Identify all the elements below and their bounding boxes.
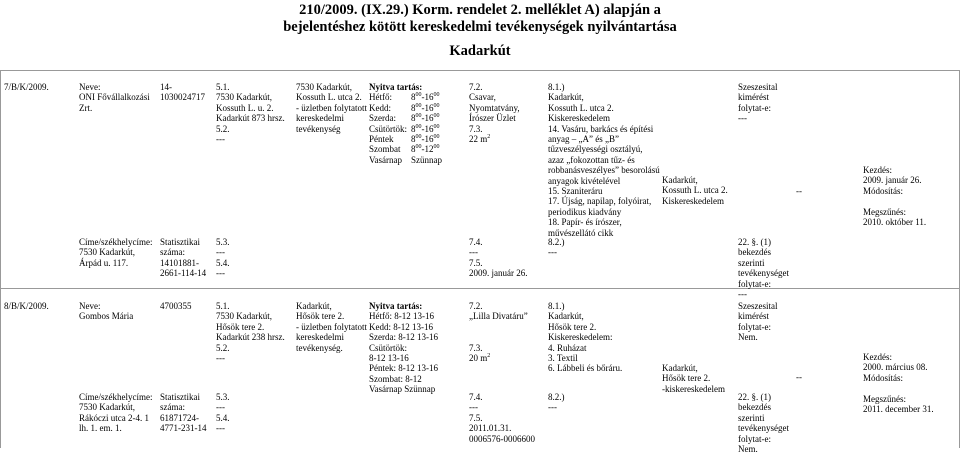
sub-shop-block: 7.4. --- 7.5. 2011.01.31. 0006576-0006600 <box>469 392 535 444</box>
address-block: Kadarkút, Hősök tere 2. - üzletben folytatott kereskedelmi tevékenység. <box>296 301 367 353</box>
seat-address: Címe/székhelycíme: 7530 Kadarkút, Árpád u. 117. <box>79 237 153 268</box>
sub-unit-block: 5.3. --- 5.4. --- <box>216 392 230 434</box>
dash-placeholder: -- <box>796 186 802 196</box>
record-id: 7/B/K/2009. <box>4 82 49 92</box>
opening-hours: Nyitva tartás: Hétfő: 8-12 13-16 Kedd: 8-12 13-16 Szerda: 8-12 13-16 Csütörtök: 8-12 13-16 Péntek: 8-12 13-16 Szombat: 8-12 Vasárnap Szünnap <box>369 301 438 395</box>
title-line-2: bejelentéshez kötött kereskedelmi tevékenységek nyilvántartása <box>283 19 677 35</box>
sub-shop-block: 7.4. --- 7.5. 2009. január 26. <box>469 237 528 279</box>
row-divider <box>0 288 960 289</box>
sub-goods-block: 8.2.) --- <box>548 237 565 258</box>
sub-seasonal-block: 22. §. (1) bekezdés szerinti tevékenységet folytat-e: Nem. <box>738 392 789 454</box>
owner-block: Neve: Gombos Mária <box>79 301 134 322</box>
unit-block: 5.1. 7530 Kadarkút, Hősök tere 2. Kadarkút 238 hrsz. 5.2. --- <box>216 301 285 364</box>
shop-block: 7.2. Csavar, Nyomtatvány, Írószer Üzlet 7.3. 22 $m^2$ <box>469 82 520 145</box>
sub-goods-block: 8.2.) --- <box>548 392 565 413</box>
registration-number: 14- 1030024717 <box>160 82 205 103</box>
registration-number: 4700355 <box>160 301 192 311</box>
opening-hours: Nyitva tartás: Hétfő: Kedd: Szerda: Csütörtök: Péntek Szombat Vasárnap $8^{00}-16^{00}$ $8^{00}-16^{00}$ $8^{00}-16^{00}$ $8^{00}-16^{00}$ $8^{00}-16^{00}$ $8^{00}-12^{00}$ Szünnap <box>369 82 442 165</box>
dates-block: Kezdés: 2000. március 08. Módosítás: Megszűnés: 2011. december 31. <box>863 352 934 415</box>
table-top-border <box>0 70 960 71</box>
table-left-border <box>0 70 1 448</box>
statistical-number: Statisztikai száma: 61871724- 4771-231-14 <box>160 392 207 434</box>
seasonal-block: Szeszesital kimérést folytat-e: --- <box>738 82 778 124</box>
title-line-1: 210/2009. (IX.29.) Korm. rendelet 2. melléklet A) alapján a <box>299 2 661 18</box>
dash-placeholder: -- <box>796 372 802 382</box>
statistical-number: Statisztikai száma: 14101881- 2661-114-14 <box>160 237 207 279</box>
goods-list: 8.1.) Kadarkút, Hősök tere 2. Kiskereskedelem: 4. Ruházat 3. Textil 6. Lábbeli és bőráru. <box>548 301 623 374</box>
dates-block: Kezdés: 2009. január 26. Módosítás: Megszűnés: 2010. október 11. <box>863 165 927 228</box>
seasonal-block: Szeszesital kimérést folytat-e: Nem. <box>738 301 778 343</box>
shop-block: 7.2. „Lilla Divatáru” 7.3. 20 $m^2$ <box>469 301 528 363</box>
address-block: 7530 Kadarkút, Kossuth L. utca 2. - üzletben folytatott kereskedelmi tevékenység <box>296 82 367 134</box>
location-block: Kadarkút, Kossuth L. utca 2. Kiskereskedelem <box>662 175 728 206</box>
city-heading: Kadarkút <box>449 43 511 59</box>
sub-unit-block: 5.3. --- 5.4. --- <box>216 237 230 279</box>
record-id: 8/B/K/2009. <box>4 301 49 311</box>
unit-block: 5.1. 7530 Kadarkút, Kossuth L. u. 2. Kadarkút 873 hrsz. 5.2. --- <box>216 82 285 145</box>
goods-list: 8.1.) Kadarkút, Kossuth L. utca 2. Kiskereskedelem 14. Vasáru, barkács és építési anyag – „A” és „B” tűzveszélyességi osztályú, azaz „fokozottan tűz- és robbanásveszélyes” besorolású anyagok kivételével 15. Szaniteráru 17. Újság, napilap, folyóirat, periodikus kiadvány 18. Papír- és írószer, művészellátó cikk <box>548 82 660 238</box>
seat-address: Címe/székhelycíme: 7530 Kadarkút, Rákóczi utca 2-4. 1 lh. 1. em. 1. <box>79 392 153 434</box>
owner-block: Neve: ONI Fővállalkozási Zrt. <box>79 82 150 113</box>
location-block: Kadarkút, Hősök tere 2. -kiskereskedelem <box>662 363 725 394</box>
sub-seasonal-block: 22. §. (1) bekezdés szerinti tevékenységet folytat-e: --- <box>738 237 789 300</box>
